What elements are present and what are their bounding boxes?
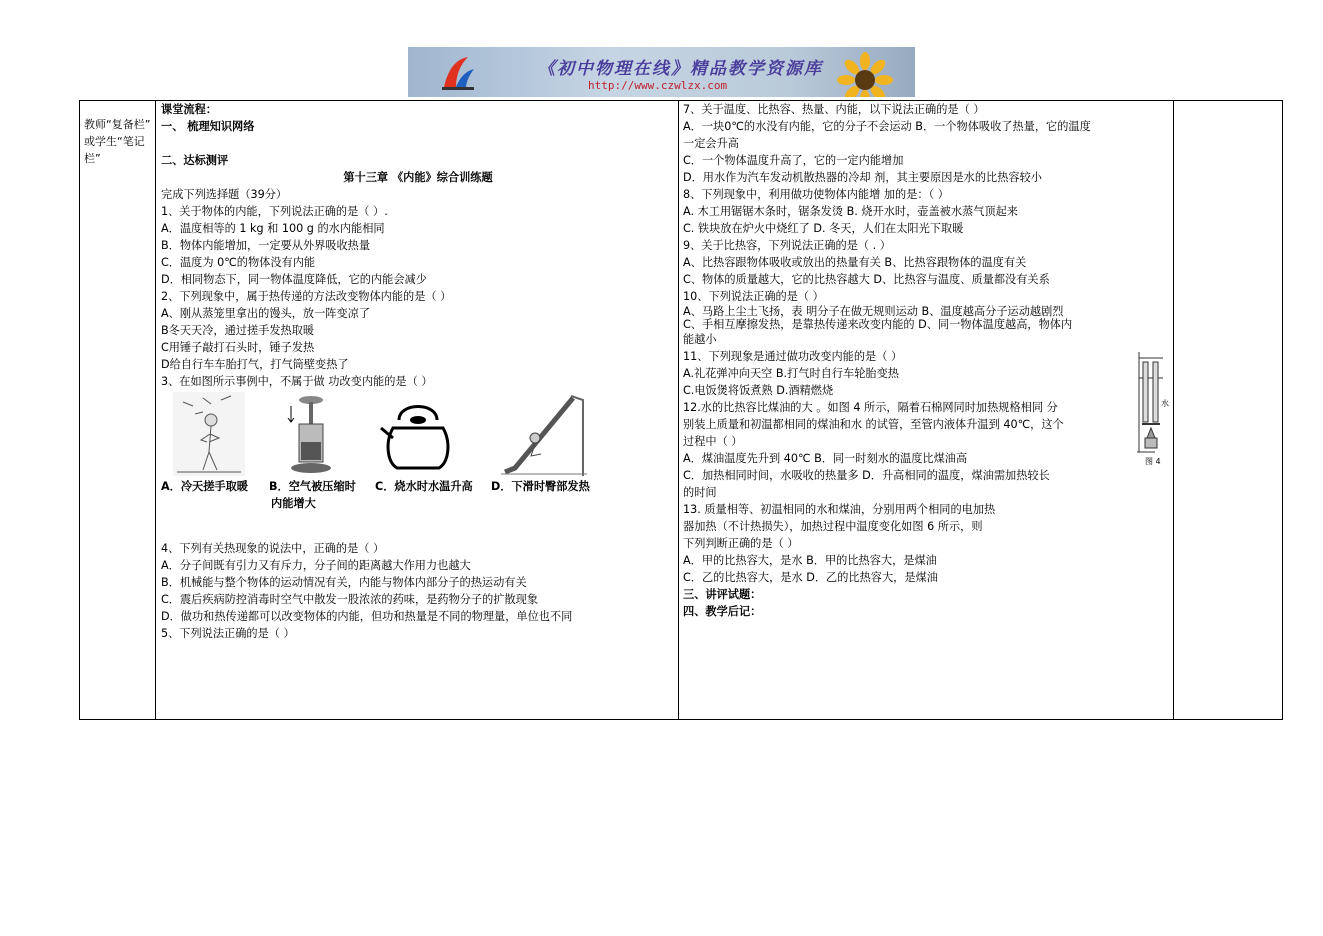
notes-label: 教师“复备栏” — [84, 118, 151, 131]
figure-caption: D．下滑时臀部发热 — [491, 480, 590, 493]
option: A. 木工用锯锯木条时，锯条发烫 B. 烧开水时，壶盖被水蒸气顶起来 — [683, 205, 1018, 218]
option: C.电饭煲将饭煮熟 D.酒精燃烧 — [683, 384, 834, 397]
option: C．温度为 0℃的物体没有内能 — [161, 256, 316, 269]
option: C、物体的质量越大，它的比热容越大 D、比热容与温度、质量都没有关系 — [683, 273, 1050, 286]
option: A．温度相等的 1 kg 和 100 g 的水内能相同 — [161, 222, 385, 235]
notes-column — [84, 116, 154, 167]
question: 9、关于比热容，下列说法正确的是（ . ） — [683, 239, 891, 252]
question: 11、下列现象是通过做功改变内能的是（ ） — [683, 350, 903, 363]
question: 3、在如图所示事例中，不属于做 功改变内能的是（ ） — [161, 375, 433, 388]
logo-icon — [438, 53, 476, 93]
notes-label: 或学生“笔记 — [84, 135, 145, 148]
figure-caption: C．烧水时水温升高 — [375, 480, 473, 493]
option: D给自行车车胎打气，打气筒壁变热了 — [161, 358, 349, 371]
question: 7、关于温度、比热容、热量、内能，以下说法正确的是（ ） — [683, 103, 985, 116]
section-heading: 四、教学后记： — [683, 605, 762, 618]
option: C. 铁块放在炉火中烧红了 D. 冬天，人们在太阳光下取暖 — [683, 222, 964, 235]
question: 8、下列现象中，利用做功使物体内能增 加的是：（ ） — [683, 188, 949, 201]
water-label: 水 — [1161, 399, 1169, 408]
section-heading: 一、 梳理知识网络 — [161, 120, 255, 133]
option: 能越小 — [683, 333, 717, 346]
notes-label: 栏” — [84, 152, 101, 165]
question: 2、下列现象中，属于热传递的方法改变物体内能的是（ ） — [161, 290, 452, 303]
section-heading: 课堂流程： — [161, 103, 217, 116]
air-compression-figure — [281, 392, 341, 478]
q3-figures — [161, 390, 675, 540]
figure-4-label: 图 4 — [1145, 457, 1161, 466]
question: 10、下列说法正确的是（ ） — [683, 290, 824, 303]
question: 器加热（不计热损失），加热过程中温度变化如图 6 所示，则 — [683, 520, 983, 533]
option: C用锤子敲打石头时，锤子发热 — [161, 341, 315, 354]
exercise-content — [683, 101, 1169, 620]
option: A.礼花弹冲向天空 B.打气时自行车轮胎变热 — [683, 367, 899, 380]
figure-caption: B．空气被压缩时 — [269, 480, 356, 493]
question: 5、下列说法正确的是（ ） — [161, 627, 295, 640]
question: 12.水的比热容比煤油的大 。如图 4 所示，隔着石棉网同时加热规格相同 分 — [683, 401, 1058, 414]
option: A．甲的比热容大，是水 B．甲的比热容大，是煤油 — [683, 554, 937, 567]
column-divider — [678, 100, 679, 720]
option: C．加热相同时间，水吸收的热量多 D．升高相同的温度，煤油需加热较长 — [683, 469, 1050, 482]
option: A、比热容跟物体吸收或放出的热量有关 B、比热容跟物体的温度有关 — [683, 256, 1027, 269]
section-heading: 三、讲评试题： — [683, 588, 762, 601]
option: D．用水作为汽车发动机散热器的冷却 剂，其主要原因是水的比热容较小 — [683, 171, 1042, 184]
option: B．物体内能增加，一定要从外界吸收热量 — [161, 239, 371, 252]
column-divider — [155, 100, 156, 720]
option: C、手相互摩擦发热，是靠热传递来改变内能的 D、同一物体温度越高，物体内 — [683, 318, 1073, 331]
option: C．乙的比热容大，是水 D．乙的比热容大，是煤油 — [683, 571, 938, 584]
chapter-title: 第十三章 《内能》综合训练题 — [343, 171, 493, 184]
question: 过程中（ ） — [683, 435, 743, 448]
option: D．做功和热传递都可以改变物体的内能，但功和热量是不同的物理量，单位也不同 — [161, 610, 573, 623]
instructions: 完成下列选择题（39分） — [161, 188, 288, 201]
question: 下列判断正确的是（ ） — [683, 537, 799, 550]
kettle-figure — [379, 392, 457, 474]
question: 13. 质量相等、初温相同的水和煤油，分别用两个相同的电加热 — [683, 503, 996, 516]
option: C．一个物体温度升高了，它的一定内能增加 — [683, 154, 904, 167]
lesson-content — [161, 101, 675, 642]
option: D．相同物态下，同一物体温度降低，它的内能会减少 — [161, 273, 427, 286]
test-tube-figure — [1133, 348, 1171, 468]
option: A．煤油温度先升到 40℃ B．同一时刻水的温度比煤油高 — [683, 452, 968, 465]
rubbing-hands-figure — [173, 392, 245, 476]
option: A、马路上尘土飞扬，表 明分子在做无规则运动 B、温度越高分子运动越剧烈 — [683, 305, 1064, 318]
question: 1、关于物体的内能，下列说法正确的是（ ）. — [161, 205, 388, 218]
option: A、刚从蒸笼里拿出的馒头，放一阵变凉了 — [161, 307, 371, 320]
option: B．机械能与整个物体的运动情况有关，内能与物体内部分子的热运动有关 — [161, 576, 527, 589]
option: A．分子间既有引力又有斥力，分子间的距离越大作用力也越大 — [161, 559, 471, 572]
option: 一定会升高 — [683, 137, 739, 150]
option: 的时间 — [683, 486, 717, 499]
question: 别装上质量和初温都相同的煤油和水 的试管，至管内液体升温到 40℃，这个 — [683, 418, 1064, 431]
option: A．一块0℃的水没有内能，它的分子不会运动 B．一个物体吸收了热量，它的温度 — [683, 120, 1091, 133]
option: B冬天天冷，通过搓手发热取暖 — [161, 324, 315, 337]
figure-caption: A．冷天搓手取暖 — [161, 480, 248, 493]
section-heading: 二、达标测评 — [161, 154, 229, 167]
header-banner — [408, 47, 915, 97]
question: 4、下列有关热现象的说法中，正确的是（ ） — [161, 542, 385, 555]
slide-figure — [501, 392, 587, 478]
column-divider — [1173, 100, 1174, 720]
banner-title: 《初中物理在线》精品教学资源库 — [538, 59, 823, 79]
option: C．震后疾病防控消毒时空气中散发一股浓浓的药味，是药物分子的扩散现象 — [161, 593, 539, 606]
figure-caption: 内能增大 — [271, 497, 316, 510]
sunflower-icon — [836, 51, 894, 97]
banner-url: http://www.czwlzx.com — [588, 79, 728, 92]
